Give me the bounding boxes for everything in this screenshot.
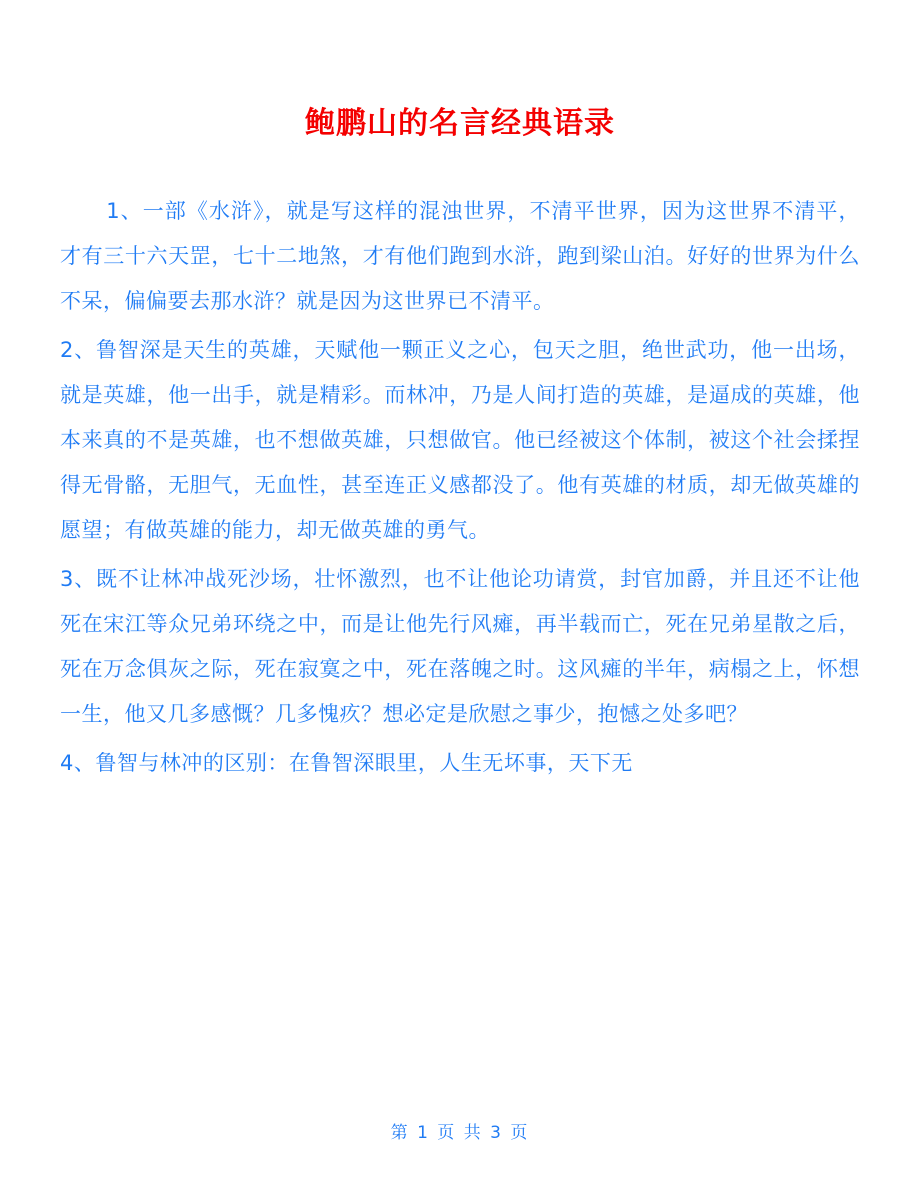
document-body bbox=[60, 189, 860, 786]
paragraph: 2、鲁智深是天生的英雄，天赋他一颗正义之心，包天之胆，绝世武功，他一出场，就是英雄，他一出手，就是精彩。而林冲，乃是人间打造的英雄，是逼成的英雄，他本来真的不是英雄，也不想做英雄，只想做官。他已经被这个体制，被这个社会揉捏得无骨骼，无胆气，无血性，甚至连正义感都没了。他有英雄的材质，却无做英雄的愿望；有做英雄的能力，却无做英雄的勇气。 bbox=[60, 338, 860, 542]
paragraph: 4、鲁智与林冲的区别：在鲁智深眼里，人生无坏事，天下无 bbox=[60, 751, 633, 775]
page-footer: 第 1 页 共 3 页 bbox=[390, 1123, 530, 1143]
paragraph: 1、一部《水浒》，就是写这样的混浊世界，不清平世界，因为这世界不清平，才有三十六天罡，七十二地煞，才有他们跑到水浒，跑到梁山泊。好好的世界为什么不呆，偏偏要去那水浒？就是因为这世界已不清平。 bbox=[60, 199, 860, 313]
paragraph: 3、既不让林冲战死沙场，壮怀激烈，也不让他论功请赏，封官加爵，并且还不让他死在宋江等众兄弟环绕之中，而是让他先行风瘫，再半载而亡，死在兄弟星散之后，死在万念俱灰之际，死在寂寞之中，死在落魄之时。这风瘫的半年，病榻之上，怀想一生，他又几多感慨？几多愧疚？想必定是欣慰之事少，抱憾之处多吧？ bbox=[60, 567, 860, 726]
page-title: 鲍鹏山的名言经典语录 bbox=[305, 106, 615, 141]
